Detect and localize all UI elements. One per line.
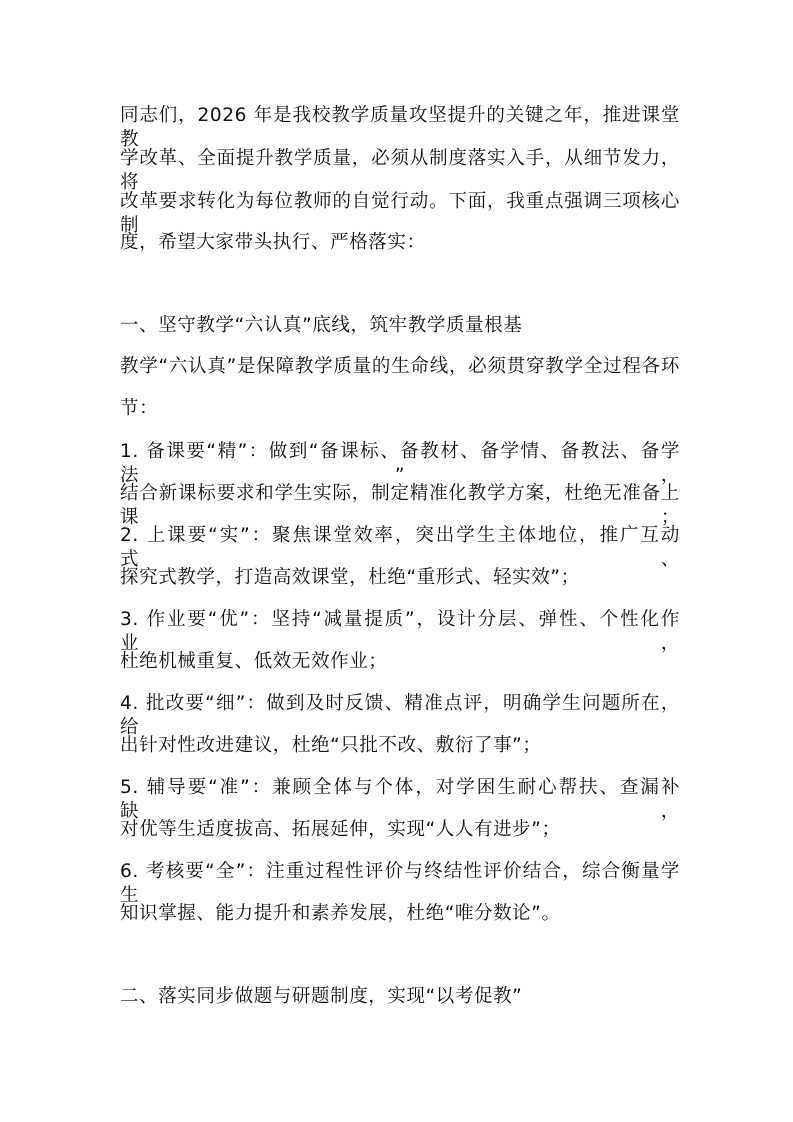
section-1-line-3: 1. 备课要“精”：做到“备课标、备教材、备学情、备教法、备学法”， [120, 441, 680, 486]
section-1-line-6: 探究式教学，打造高效课堂，杜绝“重形式、轻实效”； [120, 567, 580, 588]
intro-line-3: 改革要求转化为每位教师的自觉行动。下面，我重点强调三项核心制 [120, 191, 680, 236]
section-1-line-14: 知识掌握、能力提升和素养发展，杜绝“唯分数论”。 [120, 903, 561, 924]
section-2-heading: 二、落实同步做题与研题制度，实现“以考促教” [120, 986, 523, 1007]
section-1-line-2: 节： [120, 398, 159, 419]
section-1-line-9: 4. 批改要“细”：做到及时反馈、精准点评，明确学生问题所在，给 [120, 693, 680, 738]
section-1-line-8: 杜绝机械重复、低效无效作业； [120, 651, 388, 672]
section-1-line-11: 5. 辅导要“准”：兼顾全体与个体，对学困生耐心帮扶、查漏补缺， [120, 777, 680, 822]
intro-line-2: 学改革、全面提升教学质量，必须从制度落实入手，从细节发力，将 [120, 148, 680, 193]
section-1-line-4: 结合新课标要求和学生实际，制定精准化教学方案，杜绝无准备上课； [120, 483, 680, 528]
section-1-line-13: 6. 考核要“全”：注重过程性评价与终结性评价结合，综合衡量学生 [120, 861, 680, 906]
section-1-line-7: 3. 作业要“优”：坚持“减量提质”，设计分层、弹性、个性化作业， [120, 609, 680, 654]
section-1-line-5: 2. 上课要“实”：聚焦课堂效率，突出学生主体地位，推广互动式、 [120, 525, 680, 570]
intro-line-1: 同志们，2026 年是我校教学质量攻坚提升的关键之年，推进课堂教 [120, 105, 680, 150]
section-1-line-1: 教学“六认真”是保障教学质量的生命线，必须贯穿教学全过程各环 [120, 356, 680, 377]
section-1-heading: 一、坚守教学“六认真”底线，筑牢教学质量根基 [120, 315, 523, 336]
section-1-line-12: 对优等生适度拔高、拓展延伸，实现“人人有进步”； [120, 819, 561, 840]
section-1-line-10: 出针对性改进建议，杜绝“只批不改、敷衍了事”； [120, 735, 542, 756]
intro-line-4: 度，希望大家带头执行、严格落实： [120, 232, 426, 253]
